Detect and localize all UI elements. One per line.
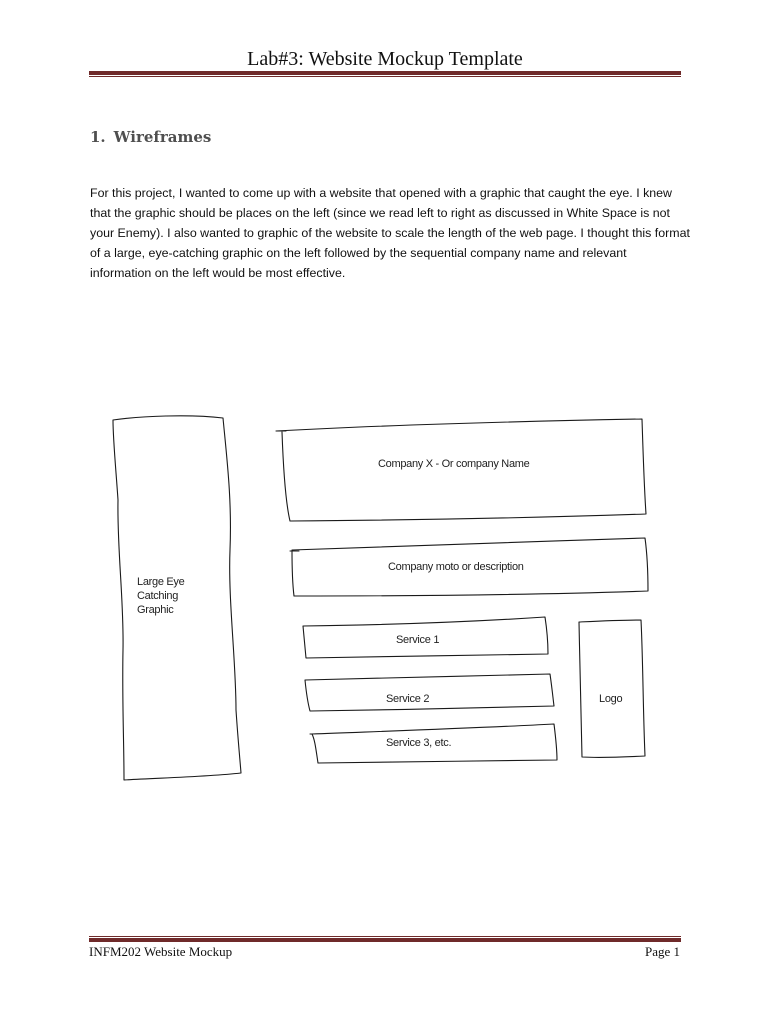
service2-box: [305, 674, 554, 711]
logo-label: Logo: [599, 693, 623, 705]
section-number: 1.: [90, 128, 106, 146]
service3-label: Service 3, etc.: [386, 737, 452, 749]
company-name-label: Company X - Or company Name: [378, 458, 530, 470]
footer-page-number: Page 1: [644, 944, 680, 959]
header-rule: [89, 71, 681, 77]
service2-label: Service 2: [386, 693, 430, 705]
section-heading: [90, 128, 211, 146]
service1-label: Service 1: [396, 634, 440, 646]
document-title: Lab#3: Website Mockup Template: [247, 48, 523, 70]
company-name-box: [276, 419, 646, 521]
logo-box: [579, 620, 645, 757]
graphic-label-line3: Graphic: [137, 604, 174, 616]
company-moto-label: Company moto or description: [388, 561, 524, 573]
wireframe-sketch: [0, 400, 770, 790]
footer-rule: [89, 936, 681, 942]
section-title: Wireframes: [113, 128, 212, 146]
footer-course: INFM202 Website Mockup: [89, 944, 233, 959]
body-paragraph: For this project, I wanted to come up with a website that opened with a graphic that caught the eye. I knew that the graphic should be places on the left (since we read left to right as discussed in White Space is not your Enemy). I also wanted to graphic of the website to scale the length of the web page. I thought this format of a large, eye-catching graphic on the left followed by the sequential company name and relevant information on the left would be most effective.: [90, 186, 690, 280]
graphic-label-line2: Catching: [137, 590, 179, 602]
graphic-label-line1: Large Eye: [137, 576, 185, 588]
